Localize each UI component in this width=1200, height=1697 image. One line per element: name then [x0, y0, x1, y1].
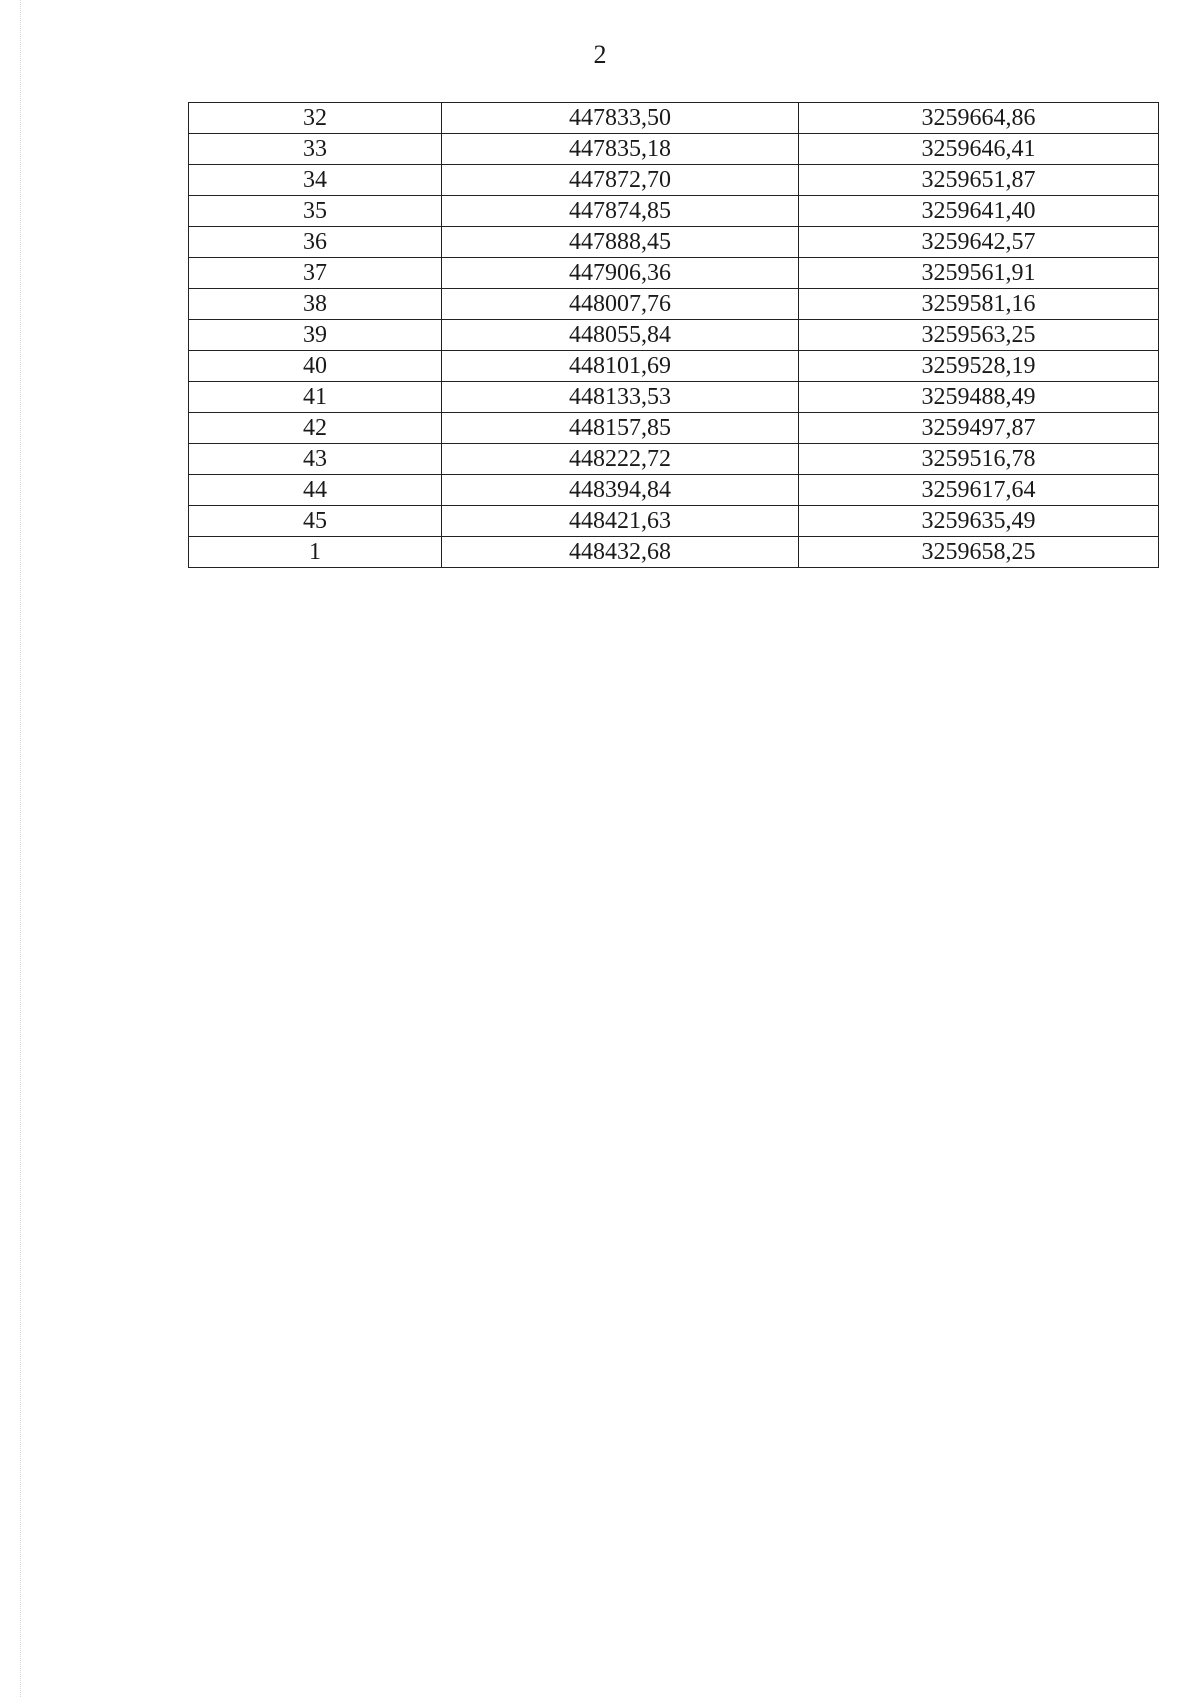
y-coordinate-cell: 3259664,86: [799, 103, 1159, 134]
x-coordinate-cell: 447874,85: [442, 196, 799, 227]
table-row: [189, 537, 1159, 568]
table-row: [189, 444, 1159, 475]
y-coordinate-cell: 3259561,91: [799, 258, 1159, 289]
table-row: [189, 165, 1159, 196]
scan-edge-artifact: [20, 0, 21, 1697]
table-row: [189, 227, 1159, 258]
x-coordinate-cell: 448055,84: [442, 320, 799, 351]
x-coordinate-cell: 447835,18: [442, 134, 799, 165]
y-coordinate-cell: 3259488,49: [799, 382, 1159, 413]
table-row: [189, 475, 1159, 506]
point-number-cell: 42: [189, 413, 442, 444]
x-coordinate-cell: 448222,72: [442, 444, 799, 475]
point-number-cell: 45: [189, 506, 442, 537]
table-row: [189, 258, 1159, 289]
y-coordinate-cell: 3259635,49: [799, 506, 1159, 537]
x-coordinate-cell: 448157,85: [442, 413, 799, 444]
x-coordinate-cell: 447906,36: [442, 258, 799, 289]
table-row: [189, 413, 1159, 444]
x-coordinate-cell: 448432,68: [442, 537, 799, 568]
x-coordinate-cell: 447888,45: [442, 227, 799, 258]
point-number-cell: 35: [189, 196, 442, 227]
table-row: [189, 351, 1159, 382]
point-number-cell: 36: [189, 227, 442, 258]
y-coordinate-cell: 3259642,57: [799, 227, 1159, 258]
y-coordinate-cell: 3259497,87: [799, 413, 1159, 444]
table-row: [189, 103, 1159, 134]
y-coordinate-cell: 3259563,25: [799, 320, 1159, 351]
point-number-cell: 33: [189, 134, 442, 165]
table-row: [189, 382, 1159, 413]
point-number-cell: 38: [189, 289, 442, 320]
y-coordinate-cell: 3259617,64: [799, 475, 1159, 506]
coordinates-table: [188, 102, 1159, 568]
x-coordinate-cell: 448101,69: [442, 351, 799, 382]
point-number-cell: 43: [189, 444, 442, 475]
table-row: [189, 134, 1159, 165]
point-number-cell: 32: [189, 103, 442, 134]
page-number: 2: [593, 40, 607, 69]
table-row: [189, 289, 1159, 320]
y-coordinate-cell: 3259651,87: [799, 165, 1159, 196]
point-number-cell: 44: [189, 475, 442, 506]
y-coordinate-cell: 3259641,40: [799, 196, 1159, 227]
x-coordinate-cell: 447872,70: [442, 165, 799, 196]
y-coordinate-cell: 3259516,78: [799, 444, 1159, 475]
y-coordinate-cell: 3259581,16: [799, 289, 1159, 320]
point-number-cell: 1: [189, 537, 442, 568]
point-number-cell: 34: [189, 165, 442, 196]
y-coordinate-cell: 3259658,25: [799, 537, 1159, 568]
x-coordinate-cell: 448133,53: [442, 382, 799, 413]
point-number-cell: 39: [189, 320, 442, 351]
coordinates-table-body: [189, 103, 1159, 568]
point-number-cell: 41: [189, 382, 442, 413]
table-row: [189, 320, 1159, 351]
x-coordinate-cell: 448421,63: [442, 506, 799, 537]
y-coordinate-cell: 3259646,41: [799, 134, 1159, 165]
point-number-cell: 37: [189, 258, 442, 289]
table-row: [189, 506, 1159, 537]
x-coordinate-cell: 447833,50: [442, 103, 799, 134]
table-row: [189, 196, 1159, 227]
y-coordinate-cell: 3259528,19: [799, 351, 1159, 382]
x-coordinate-cell: 448394,84: [442, 475, 799, 506]
point-number-cell: 40: [189, 351, 442, 382]
x-coordinate-cell: 448007,76: [442, 289, 799, 320]
